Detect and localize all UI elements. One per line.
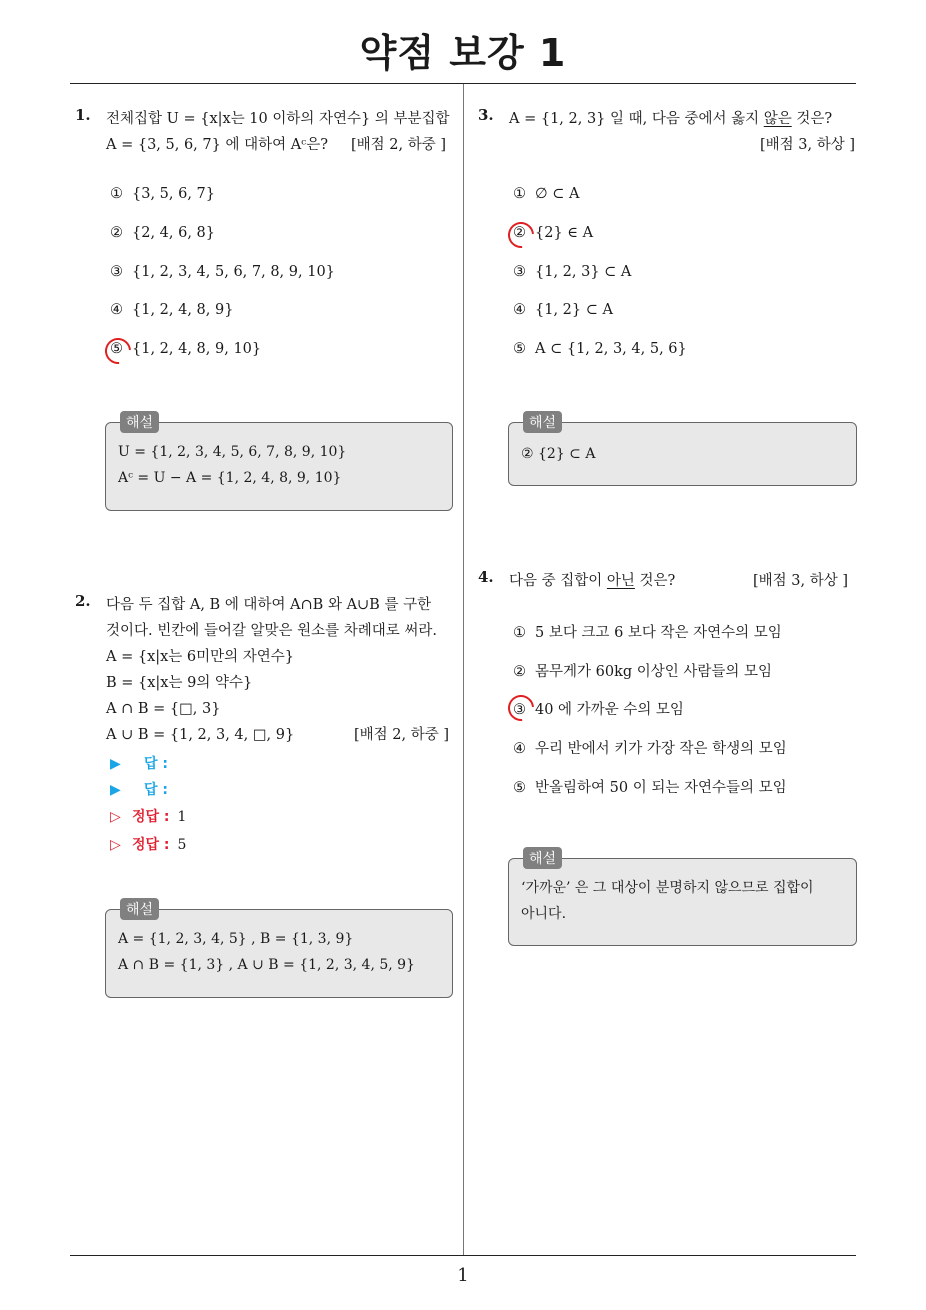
- problem-stem-line: 것이다. 빈칸에 들어갈 알맞은 원소를 차례대로 써라.: [106, 623, 438, 639]
- correct-value: 5: [177, 837, 187, 853]
- choice-1[interactable]: [513, 621, 782, 642]
- problem-stem-line: 다음 두 집합 A, B 에 대하여 A∩B 와 A∪B 를 구한: [106, 597, 432, 613]
- choice-mark: ④: [110, 302, 123, 318]
- score-meta: [배점 3, 하상 ]: [759, 137, 855, 153]
- solution-line: ② {2} ⊂ A: [521, 446, 596, 462]
- choice-text: {1, 2} ⊂ A: [535, 302, 613, 318]
- choice-text: 40 에 가까운 수의 모임: [535, 702, 684, 718]
- problem-stem-line: A = {x|x는 6미만의 자연수}: [106, 649, 295, 665]
- choice-mark: ④: [513, 741, 526, 757]
- solution-line: 아니다.: [521, 906, 567, 922]
- choice-mark: ①: [110, 186, 123, 202]
- solution-line: Aᶜ = U − A = {1, 2, 4, 8, 9, 10}: [118, 470, 342, 486]
- correct-answer-2: [110, 834, 186, 854]
- score-meta: [배점 2, 하중 ]: [354, 727, 450, 743]
- outline-triangle-icon: ▷: [110, 809, 121, 825]
- choice-text: {3, 5, 6, 7}: [132, 186, 216, 202]
- correct-label: 정답 :: [132, 837, 170, 853]
- choice-text: {2} ∈ A: [535, 225, 594, 241]
- solution-tag: 해설: [120, 898, 159, 920]
- answer-circle-mark: [100, 333, 137, 370]
- outline-triangle-icon: ▷: [110, 837, 121, 853]
- score-meta: [배점 3, 하상 ]: [753, 573, 849, 589]
- choice-text: {1, 2, 4, 8, 9}: [132, 302, 234, 318]
- choice-text: {1, 2, 3} ⊂ A: [535, 264, 632, 280]
- choice-mark: ②: [513, 225, 526, 241]
- score-meta: [배점 2, 하중 ]: [351, 137, 447, 153]
- problem-stem-line: A = {3, 5, 6, 7} 에 대하여 Aᶜ은?: [106, 137, 328, 153]
- page-title: 약점 보강 1: [359, 31, 567, 75]
- choice-text: 몸무게가 60kg 이상인 사람들의 모임: [535, 664, 773, 680]
- choice-2[interactable]: [513, 660, 772, 681]
- correct-value: 1: [177, 809, 187, 825]
- choice-3[interactable]: [513, 264, 631, 280]
- solution-box: [508, 858, 857, 946]
- answer-label: 답 :: [144, 756, 168, 772]
- solution-box: [105, 422, 453, 511]
- choice-text: ∅ ⊂ A: [535, 186, 580, 202]
- correct-label: 정답 :: [132, 809, 170, 825]
- choice-mark: ③: [110, 264, 123, 280]
- choice-mark: ①: [513, 625, 526, 641]
- problem-stem-line: B = {x|x는 9의 약수}: [106, 675, 253, 691]
- choice-mark: ③: [513, 702, 526, 718]
- problem-stem-line: 다음 중 집합이 아닌 것은? [배점 3, 하상 ]: [509, 568, 855, 594]
- choice-mark: ③: [513, 264, 526, 280]
- choice-2[interactable]: [110, 225, 215, 241]
- choice-text: {1, 2, 4, 8, 9, 10}: [132, 341, 262, 357]
- choice-5[interactable]: [513, 776, 787, 797]
- choice-text: 우리 반에서 키가 가장 작은 학생의 모임: [535, 741, 787, 757]
- choice-mark: ②: [110, 225, 123, 241]
- underlined-word: 아닌: [606, 573, 635, 589]
- play-triangle-icon: ▶: [110, 756, 121, 772]
- answer-blank-2[interactable]: [110, 779, 168, 799]
- choice-3[interactable]: [513, 698, 684, 719]
- solution-box: [105, 909, 453, 998]
- choice-4[interactable]: [513, 737, 787, 758]
- column-divider: [463, 84, 464, 1256]
- answer-circle-mark: [503, 690, 540, 727]
- answer-blank-1[interactable]: [110, 753, 168, 773]
- solution-tag: 해설: [523, 847, 562, 869]
- solution-line: ‘가까운’ 은 그 대상이 분명하지 않으므로 집합이: [521, 880, 814, 896]
- solution-tag: 해설: [523, 411, 562, 433]
- choice-mark: ①: [513, 186, 526, 202]
- choice-3[interactable]: [110, 264, 335, 280]
- correct-answer-1: [110, 806, 186, 826]
- choice-mark: ⑤: [513, 341, 526, 357]
- choice-text: {1, 2, 3, 4, 5, 6, 7, 8, 9, 10}: [132, 264, 335, 280]
- choice-text: 5 보다 크고 6 보다 작은 자연수의 모임: [535, 625, 782, 641]
- choice-text: 반올림하여 50 이 되는 자연수들의 모임: [535, 780, 787, 796]
- choice-5[interactable]: [513, 341, 687, 357]
- choice-text: {2, 4, 6, 8}: [132, 225, 216, 241]
- solution-line: A = {1, 2, 3, 4, 5} , B = {1, 3, 9}: [118, 931, 354, 947]
- choice-5[interactable]: [110, 341, 261, 357]
- choice-mark: ②: [513, 664, 526, 680]
- choice-4[interactable]: [110, 302, 233, 318]
- solution-line: U = {1, 2, 3, 4, 5, 6, 7, 8, 9, 10}: [118, 444, 347, 460]
- bottom-rule: [70, 1255, 856, 1256]
- choice-1[interactable]: [513, 186, 579, 202]
- problem-number: 3.: [478, 106, 494, 124]
- choice-mark: ⑤: [110, 341, 123, 357]
- play-triangle-icon: ▶: [110, 782, 121, 798]
- solution-line: A ∩ B = {1, 3} , A ∪ B = {1, 2, 3, 4, 5, 9}: [118, 957, 415, 973]
- page-number: 1: [457, 1265, 469, 1286]
- problem-number: 2.: [75, 592, 91, 610]
- problem-stem-line: A ∩ B = {□, 3}: [106, 701, 221, 717]
- choice-mark: ④: [513, 302, 526, 318]
- answer-label: 답 :: [144, 782, 168, 798]
- choice-mark: ⑤: [513, 780, 526, 796]
- problem-number: 1.: [75, 106, 91, 124]
- problem-stem-line: 전체집합 U = {x|x는 10 이하의 자연수} 의 부분집합: [106, 111, 450, 127]
- problem-stem-line: A = {1, 2, 3} 일 때, 다음 중에서 옳지 않은 것은?: [509, 111, 833, 127]
- problem-stem-line: A ∪ B = {1, 2, 3, 4, □, 9}: [106, 727, 295, 743]
- answer-circle-mark: [503, 217, 540, 254]
- solution-tag: 해설: [120, 411, 159, 433]
- choice-4[interactable]: [513, 302, 613, 318]
- problem-number: 4.: [478, 568, 494, 586]
- choice-1[interactable]: [110, 186, 215, 202]
- underlined-word: 않은: [763, 111, 792, 127]
- choice-text: A ⊂ {1, 2, 3, 4, 5, 6}: [535, 341, 687, 357]
